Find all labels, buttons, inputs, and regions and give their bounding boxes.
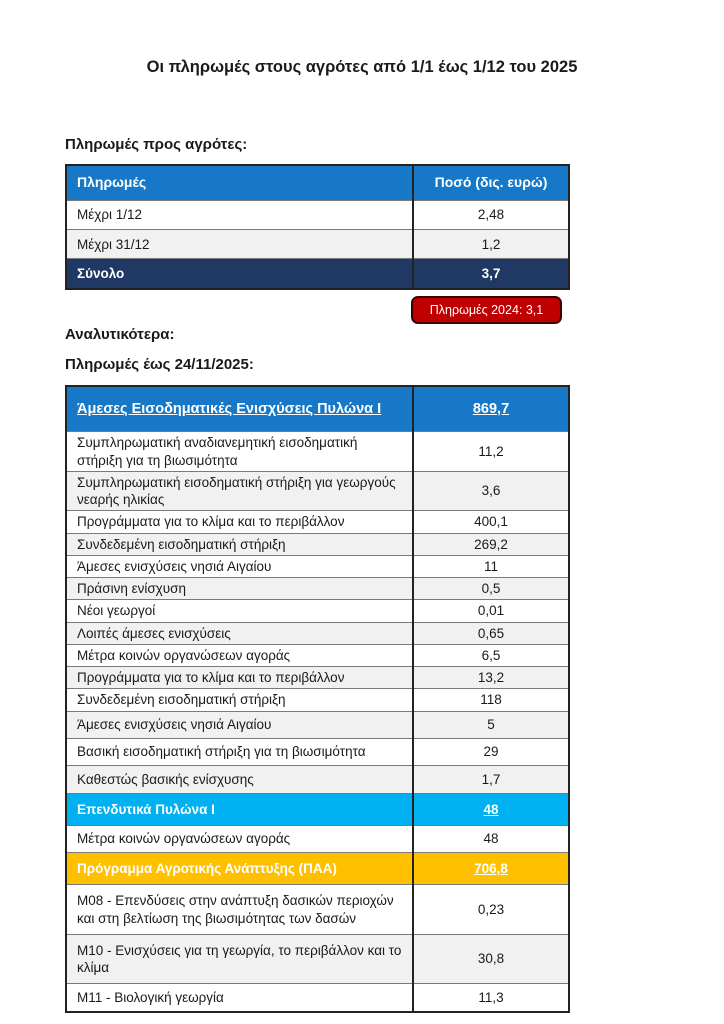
table-row bbox=[66, 555, 569, 577]
row-value: 869,7 bbox=[472, 400, 510, 417]
row-label: Μέτρα κοινών οργανώσεων αγοράς bbox=[77, 647, 291, 663]
row-value: 48 bbox=[483, 801, 499, 817]
row-label: Προγράμματα για το κλίμα και το περιβάλλον bbox=[77, 514, 345, 530]
row-label: Άμεσες ενισχύσεις νησιά Αιγαίου bbox=[77, 717, 272, 733]
row-value: 1,2 bbox=[481, 236, 501, 252]
table-row bbox=[66, 689, 569, 711]
row-label: Σύνολο bbox=[77, 265, 125, 281]
table-row bbox=[66, 533, 569, 555]
row-value: 6,5 bbox=[481, 647, 501, 663]
payments-2024-badge: Πληρωμές 2024: 3,1 bbox=[411, 296, 562, 324]
row-value: 48 bbox=[483, 831, 499, 847]
table-row bbox=[66, 853, 569, 885]
table-row bbox=[66, 711, 569, 738]
page-title: Οι πληρωμές στους αγρότες από 1/1 έως 1/12 του 2025 bbox=[146, 58, 578, 76]
table-row bbox=[66, 200, 569, 229]
row-label: Συμπληρωματική εισοδηματική στήριξη για γεωργούς νεαρής ηλικίας bbox=[77, 474, 396, 508]
row-value: 13,2 bbox=[477, 670, 505, 686]
row-value: 0,65 bbox=[477, 625, 505, 641]
row-label: M08 - Επενδύσεις στην ανάπτυξη δασικών περιοχών και στη βελτίωση της βιωσιμότητας των δασών bbox=[77, 893, 394, 926]
summary-header-payments: Πληρωμές bbox=[66, 165, 413, 200]
row-label: Πράσινη ενίσχυση bbox=[77, 581, 186, 597]
section-heading-until: Πληρωμές έως 24/11/2025: bbox=[65, 355, 254, 373]
table-row bbox=[66, 644, 569, 666]
row-value: 0,01 bbox=[477, 603, 505, 619]
row-value: 3,6 bbox=[481, 483, 501, 499]
row-label: M10 - Ενισχύσεις για τη γεωργία, το περιβάλλον και το κλίμα bbox=[77, 942, 402, 976]
table-row bbox=[66, 578, 569, 600]
row-value: 11,3 bbox=[478, 989, 504, 1005]
table-row bbox=[66, 386, 569, 432]
table-row bbox=[66, 471, 569, 511]
summary-header-row bbox=[66, 165, 569, 200]
table-row bbox=[66, 432, 569, 472]
table-row bbox=[66, 622, 569, 644]
table-row bbox=[66, 511, 569, 533]
row-label: Πρόγραμμα Αγροτικής Ανάπτυξης (ΠΑΑ) bbox=[77, 861, 337, 877]
row-value: 11,2 bbox=[478, 443, 504, 459]
row-label: Άμεσες ενισχύσεις νησιά Αιγαίου bbox=[77, 558, 272, 574]
table-row bbox=[66, 825, 569, 852]
row-value: 400,1 bbox=[474, 514, 508, 530]
row-label: Μέχρι 1/12 bbox=[77, 207, 143, 223]
row-value: 118 bbox=[480, 692, 502, 708]
row-value: 0,5 bbox=[481, 581, 501, 597]
row-label: Προγράμματα για το κλίμα και το περιβάλλον bbox=[77, 670, 345, 686]
row-value: 0,23 bbox=[477, 901, 505, 917]
table-row bbox=[66, 766, 569, 793]
row-label: Λοιπές άμεσες ενισχύσεις bbox=[77, 625, 231, 641]
row-value: 11 bbox=[483, 558, 498, 574]
row-label: M11 - Βιολογική γεωργία bbox=[77, 989, 224, 1005]
table-row bbox=[66, 885, 569, 935]
row-label: Μέχρι 31/12 bbox=[77, 236, 150, 252]
row-label: Άμεσες Εισοδηματικές Ενισχύσεις Πυλώνα Ι bbox=[77, 400, 382, 417]
section-heading-details: Αναλυτικότερα: bbox=[65, 325, 175, 343]
table-row bbox=[66, 793, 569, 825]
row-label: Καθεστώς βασικής ενίσχυσης bbox=[77, 771, 254, 787]
row-value: 5 bbox=[487, 717, 495, 733]
row-label: Νέοι γεωργοί bbox=[77, 603, 156, 619]
table-row bbox=[66, 738, 569, 765]
row-value: 29 bbox=[483, 744, 499, 760]
row-value: 706,8 bbox=[474, 861, 508, 877]
summary-header-amount: Ποσό (δις. ευρώ) bbox=[413, 165, 569, 200]
row-label: Επενδυτικά Πυλώνα Ι bbox=[77, 801, 215, 817]
row-label: Μέτρα κοινών οργανώσεων αγοράς bbox=[77, 831, 291, 847]
table-row bbox=[66, 667, 569, 689]
row-label: Συνδεδεμένη εισοδηματική στήριξη bbox=[77, 536, 286, 552]
table-row bbox=[66, 984, 569, 1012]
row-value: 30,8 bbox=[477, 951, 505, 967]
detail-table-body bbox=[66, 386, 569, 1012]
table-row bbox=[66, 230, 569, 259]
badge-row bbox=[65, 296, 568, 324]
detail-table bbox=[65, 385, 570, 1013]
row-label: Συνδεδεμένη εισοδηματική στήριξη bbox=[77, 692, 286, 708]
table-row bbox=[66, 600, 569, 622]
table-row bbox=[66, 259, 569, 289]
summary-table bbox=[65, 164, 570, 290]
row-value: 1,7 bbox=[481, 771, 501, 787]
row-value: 269,2 bbox=[474, 536, 508, 552]
summary-table-body bbox=[66, 200, 569, 288]
row-value: 3,7 bbox=[481, 265, 501, 281]
row-label: Βασική εισοδηματική στήριξη για τη βιωσιμότητα bbox=[77, 744, 366, 760]
table-row bbox=[66, 934, 569, 984]
section-heading-payments: Πληρωμές προς αγρότες: bbox=[65, 136, 248, 153]
row-value: 2,48 bbox=[477, 207, 505, 223]
row-label: Συμπληρωματική αναδιανεμητική εισοδηματική στήριξη για τη βιωσιμότητα bbox=[77, 435, 358, 468]
